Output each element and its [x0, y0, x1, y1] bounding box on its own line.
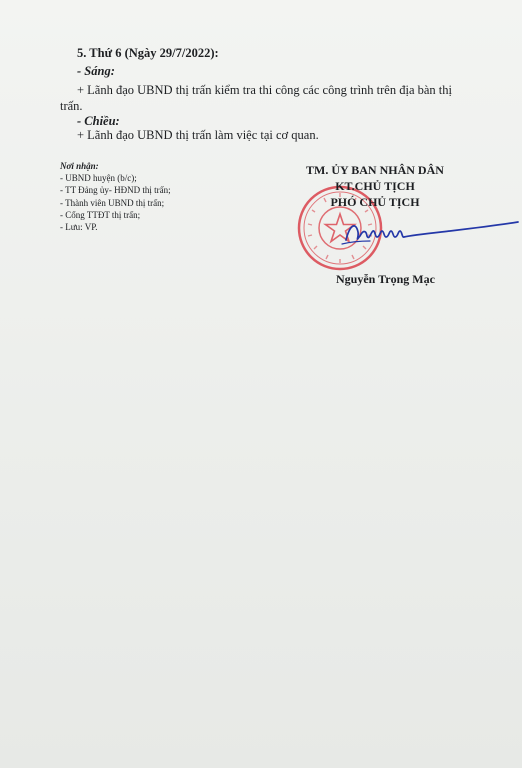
recipient-item: - Lưu: VP. — [60, 222, 98, 233]
signature-title-line: KT.CHỦ TỊCH — [335, 179, 415, 193]
recipient-item: - Cổng TTĐT thị trấn; — [60, 209, 141, 220]
recipient-item: - TT Đảng ủy- HĐND thị trấn; — [60, 185, 171, 196]
morning-label: - Sáng: — [77, 64, 115, 78]
day-heading: 5. Thứ 6 (Ngày 29/7/2022): — [77, 46, 219, 60]
signature-block — [290, 162, 460, 210]
handwritten-signature — [340, 214, 520, 254]
recipient-item: - UBND huyện (b/c); — [60, 173, 137, 184]
signature-title-line: TM. ỦY BAN NHÂN DÂN — [306, 163, 444, 177]
afternoon-label: - Chiều: — [77, 114, 120, 128]
recipients-title: Nơi nhận: — [60, 161, 99, 171]
signature-title-line: PHÓ CHỦ TỊCH — [330, 195, 420, 209]
recipients-list — [60, 160, 171, 233]
signer-name: Nguyễn Trọng Mạc — [336, 272, 435, 286]
morning-task-continuation: trấn. — [60, 99, 83, 113]
morning-task-line: + Lãnh đạo UBND thị trấn kiểm tra thi công các công trình trên địa bàn thị — [77, 83, 452, 97]
recipient-item: - Thành viên UBND thị trấn; — [60, 197, 165, 208]
afternoon-task-line: + Lãnh đạo UBND thị trấn làm việc tại cơ quan. — [77, 128, 319, 142]
